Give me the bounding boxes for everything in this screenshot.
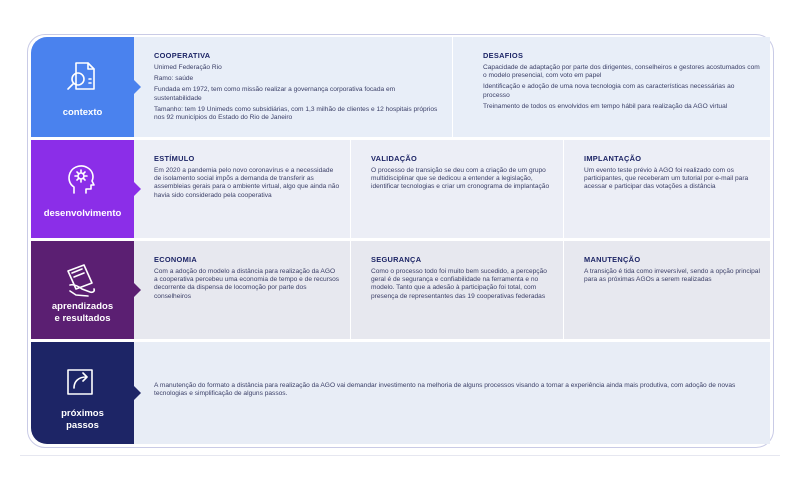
cell-title: VALIDAÇÃO xyxy=(371,154,418,163)
cell-title: SEGURANÇA xyxy=(371,255,422,264)
row-contexto xyxy=(31,37,770,137)
section-label-desenvolvimento xyxy=(31,140,134,238)
share-arrow-icon xyxy=(62,362,102,402)
cell-seguranca xyxy=(350,241,563,339)
cell-implantacao xyxy=(563,140,770,238)
cell-text: A manutenção do formato a distância para realização da AGO vai demandar investimento na melhoria de alguns processos visando a tornar a experiência ainda mais produtiva, com adoção de novas tecnologias e simplificação de alguns passos. xyxy=(154,382,736,398)
section-label-contexto xyxy=(31,37,134,137)
paragraph: Tamanho: tem 19 Unimeds como subsidiárias, com 1,3 milhão de clientes e 12 hospitais próprios nos 92 municípios do Estado do Rio de Janeiro xyxy=(154,105,438,122)
cell-text: Um evento teste prévio à AGO foi realizado com os participantes, que receberam um tutorial por e-mail para acessar e participar das votações a distância xyxy=(584,167,749,191)
cell-cooperativa xyxy=(134,37,452,137)
cell-text: Em 2020 a pandemia pelo novo coronavírus e a necessidade de isolamento social impõs a demanda de transferir as assembleias gerais para o ambiente virtual, algo que ainda não havia sido considerado pela cooperativa xyxy=(154,167,340,199)
cell-validacao xyxy=(350,140,563,238)
paragraph: Identificação e adoção de uma nova tecnologia com as características necessárias ao processo xyxy=(483,83,735,99)
paragraph: Treinamento de todos os envolvidos em tempo hábil para realização da AGO virtual xyxy=(483,102,728,110)
section-label-proximos-passos xyxy=(31,342,134,444)
row-proximos-passos xyxy=(31,342,770,444)
paragraph: Unimed Federação Rio xyxy=(154,64,222,71)
cell-text: O processo de transição se deu com a criação de um grupo multidisciplinar que se dedicou a entender a legislação, identificar tecnologias e criar um cronograma de implantação xyxy=(371,167,550,191)
cell-title: ECONOMIA xyxy=(154,255,198,264)
cell-title: ESTÍMULO xyxy=(154,154,195,163)
section-label-text-line1: aprendizados xyxy=(51,301,114,312)
section-label-text-line2: e resultados xyxy=(54,313,111,324)
document-search-icon xyxy=(62,57,102,97)
cell-proximos-passos xyxy=(134,342,770,444)
cell-manutencao xyxy=(563,241,770,339)
section-label-text-line1: próximos xyxy=(61,408,104,419)
paragraph: Fundada em 1972, tem como missão realizar a governança corporativa focada em sustentabilidade xyxy=(154,86,396,102)
section-label-aprendizados xyxy=(31,241,134,339)
cell-text: Com a adoção do modelo a distância para realização da AGO a cooperativa percebeu uma economia de tempo e de recursos decorrente da dispensa de locomoção por parte dos conselheiros xyxy=(154,268,340,300)
cell-economia xyxy=(134,241,350,339)
divider xyxy=(20,455,780,456)
cell-title: MANUTENÇÃO xyxy=(584,255,641,264)
row-aprendizados xyxy=(31,241,770,339)
section-label-text: contexto xyxy=(62,107,103,118)
cell-title: COOPERATIVA xyxy=(154,51,211,60)
cell-desafios xyxy=(452,37,770,137)
cell-title: DESAFIOS xyxy=(483,51,524,60)
row-desenvolvimento xyxy=(31,140,770,238)
section-label-text-line2: passos xyxy=(66,420,99,431)
hand-tablet-icon xyxy=(62,259,102,299)
paragraph: Capacidade de adaptação por parte dos dirigentes, conselheiros e gestores acostumados com o modelo presencial, com voto em papel xyxy=(483,64,760,80)
paragraph: Ramo: saúde xyxy=(154,75,194,83)
cell-title: IMPLANTAÇÃO xyxy=(584,154,642,163)
cell-text: Como o processo todo foi muito bem sucedido, a percepção geral é de segurança e confiabilidade na ferramenta e no modelo. Tanto que a adesão à participação foi total, com presença de representantes das 19 cooperativas federadas xyxy=(371,268,547,300)
head-gear-icon xyxy=(62,160,102,200)
cell-estimulo xyxy=(134,140,350,238)
cell-text: A transição é tida como irreversível, sendo a opção principal para as próximas AGOs a serem realizadas xyxy=(584,268,760,284)
section-label-text: desenvolvimento xyxy=(43,208,122,219)
